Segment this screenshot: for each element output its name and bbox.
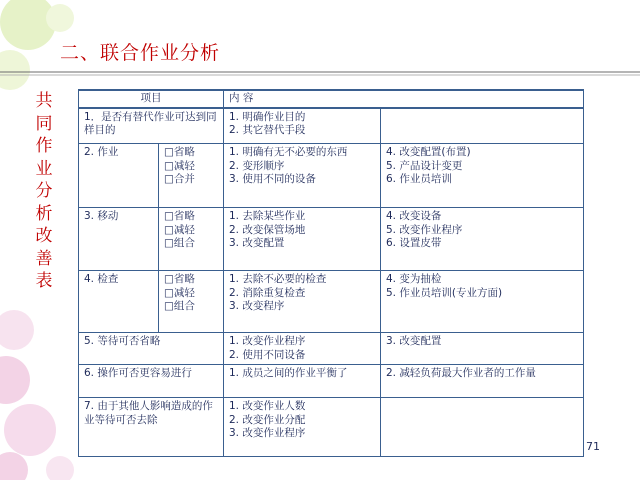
- table-row: [79, 271, 584, 333]
- row-options-line: □组合: [164, 300, 195, 312]
- side-title: 共同作业分析改善表: [35, 91, 53, 291]
- row-options-line: □减轻: [164, 223, 195, 236]
- row-content-b-line: 5. 作业员培训(专业方面): [386, 286, 503, 299]
- row-options-line: □省略: [164, 210, 195, 222]
- row-content-b-line: 4. 改变设备: [386, 210, 442, 222]
- row-content-b: [381, 398, 584, 457]
- row-content-a-line: 2. 使用不同设备: [229, 348, 306, 361]
- row-options-line: □合并: [164, 173, 195, 185]
- row-content-a-line: 1. 去除不必要的检查: [229, 273, 327, 285]
- row-content-b-line: 2. 减轻负荷最大作业者的工作量: [386, 367, 536, 379]
- row-item: 6. 操作可否更容易进行: [79, 365, 224, 398]
- header-content: 内 容: [224, 90, 584, 108]
- row-content-a: [224, 398, 381, 457]
- row-content-a-line: 2. 其它替代手段: [229, 124, 306, 136]
- row-content-b: [381, 144, 584, 208]
- row-content-b-line: 5. 产品设计变更: [386, 159, 463, 172]
- row-content-a-line: 2. 变形顺序: [229, 159, 285, 172]
- row-content-a: [224, 365, 381, 398]
- table-row: [79, 333, 584, 365]
- page-number: 71: [586, 440, 600, 453]
- row-content-a-line: 1. 成员之间的作业平衡了: [229, 367, 348, 379]
- row-content-b-line: 4. 改变配置(布置): [386, 146, 471, 158]
- table-row: [79, 398, 584, 457]
- row-content-a-line: 1. 改变作业程序: [229, 335, 306, 347]
- row-content-a-line: 3. 改变程序: [229, 300, 285, 312]
- row-content-b-line: 5. 改变作业程序: [386, 223, 463, 236]
- row-options-line: □省略: [164, 273, 195, 285]
- analysis-table: [78, 89, 584, 457]
- table-row: [79, 365, 584, 398]
- row-content-a-line: 3. 改变配置: [229, 237, 285, 249]
- row-options-line: □减轻: [164, 286, 195, 299]
- row-options-line: □省略: [164, 146, 195, 158]
- row-content-a-line: 1. 去除某些作业: [229, 210, 306, 222]
- row-content-b: [381, 208, 584, 271]
- row-options: [159, 208, 224, 271]
- header-item: 项目: [79, 90, 224, 108]
- table-row: [79, 208, 584, 271]
- row-options: [159, 271, 224, 333]
- row-content-b-line: 6. 设置皮带: [386, 237, 442, 249]
- row-content-a-line: 2. 改变作业分配: [229, 413, 306, 426]
- row-content-b: [381, 108, 584, 144]
- row-options-line: □减轻: [164, 159, 195, 172]
- row-options-line: □组合: [164, 237, 195, 249]
- row-options: [159, 144, 224, 208]
- row-content-a: [224, 333, 381, 365]
- row-item: 4. 检查: [79, 271, 159, 333]
- row-content-b-line: 6. 作业员培训: [386, 173, 452, 185]
- row-content-a: [224, 108, 381, 144]
- row-item: 2. 作业: [79, 144, 159, 208]
- row-content-a-line: 2. 改变保管场地: [229, 223, 306, 236]
- row-content-a-line: 3. 使用不同的设备: [229, 173, 316, 185]
- row-content-a-line: 1. 改变作业人数: [229, 400, 306, 412]
- row-item: 7. 由于其他人影响造成的作业等待可否去除: [79, 398, 224, 457]
- row-content-b: [381, 333, 584, 365]
- row-item: 5. 等待可否省略: [79, 333, 224, 365]
- table-row: [79, 108, 584, 144]
- row-content-b: [381, 365, 584, 398]
- row-item: 3. 移动: [79, 208, 159, 271]
- row-content-a-line: 2. 消除重复检查: [229, 286, 306, 299]
- row-content-a: [224, 208, 381, 271]
- page-title: 二、联合作业分析: [60, 42, 221, 64]
- row-content-a: [224, 144, 381, 208]
- row-content-a-line: 1. 明确作业目的: [229, 110, 306, 123]
- row-item: 1．是否有替代作业可达到同样目的: [79, 108, 224, 144]
- row-content-a: [224, 271, 381, 333]
- table-row: [79, 144, 584, 208]
- row-content-a-line: 1. 明确有无不必要的东西: [229, 146, 348, 158]
- row-content-b: [381, 271, 584, 333]
- row-content-a-line: 3. 改变作业程序: [229, 427, 306, 439]
- row-content-b-line: 3. 改变配置: [386, 335, 442, 347]
- row-content-b-line: 4. 变为抽检: [386, 273, 442, 285]
